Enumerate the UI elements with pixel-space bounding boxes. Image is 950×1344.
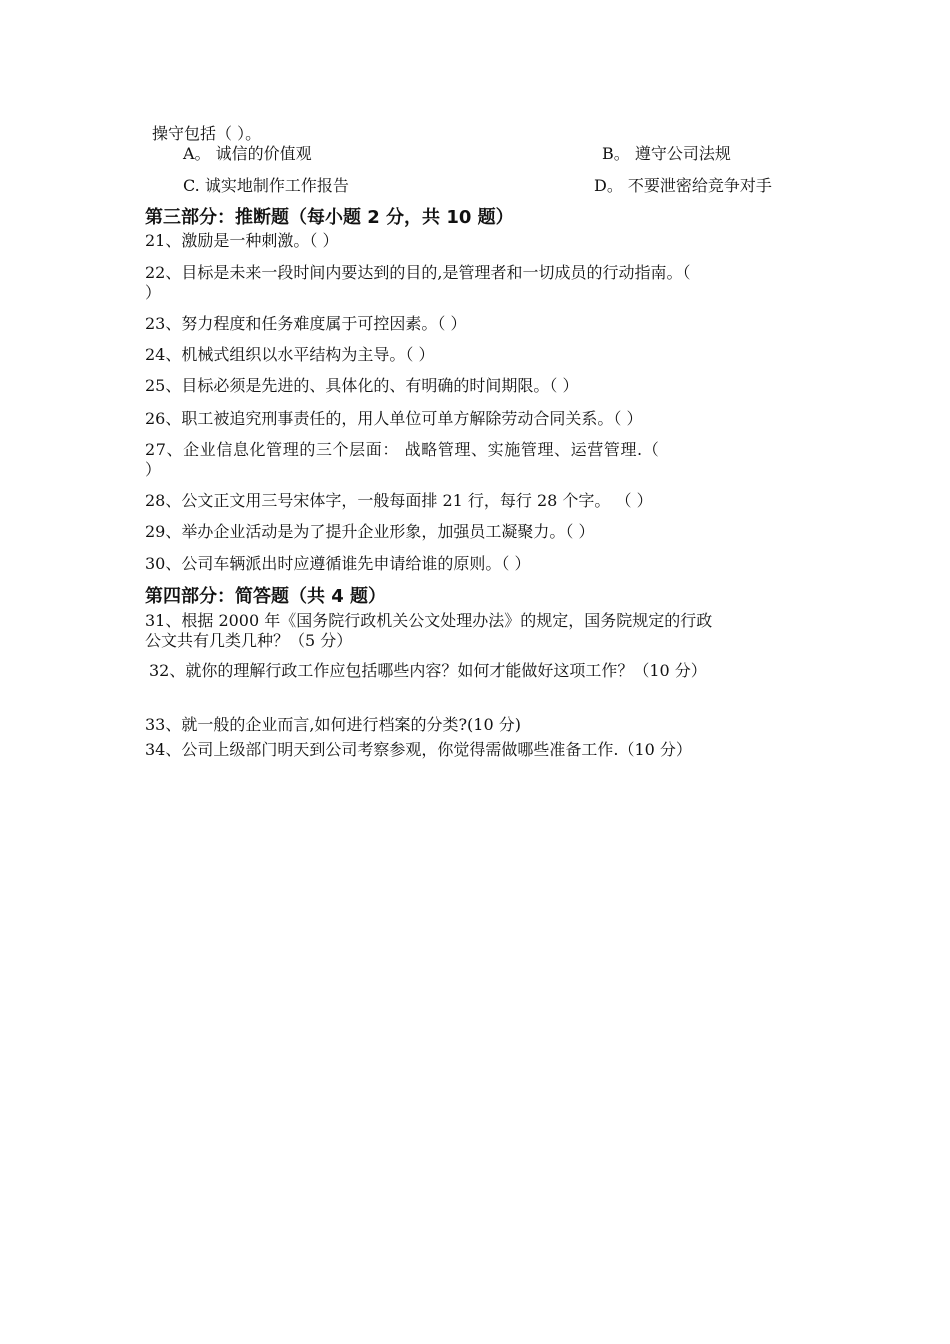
q20-option-a: A。 诚信的价值观: [183, 144, 312, 163]
question-27: 27、企业信息化管理的三个层面： 战略管理、实施管理、运营管理.（: [145, 440, 660, 459]
question-21: 21、激励是一种刺激。（ ）: [145, 231, 339, 250]
question-22-close: ）: [145, 283, 162, 302]
q20-stem-tail: 操守包括（ ）。: [152, 124, 262, 143]
question-29: 29、举办企业活动是为了提升企业形象，加强员工凝聚力。（ ）: [145, 522, 595, 541]
question-32: 32、就你的理解行政工作应包括哪些内容？如何才能做好这项工作？（10 分）: [149, 661, 707, 680]
part4-heading: 第四部分：简答题（共 4 题）: [145, 586, 387, 607]
question-34: 34、公司上级部门明天到公司考察参观，你觉得需做哪些准备工作.（10 分）: [145, 740, 692, 759]
question-30: 30、公司车辆派出时应遵循谁先申请给谁的原则。（ ）: [145, 554, 531, 573]
q20-option-b: B。 遵守公司法规: [602, 144, 731, 163]
question-31-line2: 公文共有几类几种？（5 分）: [145, 631, 353, 650]
q20-option-c: C. 诚实地制作工作报告: [183, 176, 349, 195]
question-31-line1: 31、根据 2000 年《国务院行政机关公文处理办法》的规定，国务院规定的行政: [145, 611, 713, 630]
q20-option-d: D。 不要泄密给竞争对手: [594, 176, 772, 195]
question-24: 24、机械式组织以水平结构为主导。（ ）: [145, 345, 435, 364]
question-28: 28、公文正文用三号宋体字，一般每面排 21 行，每行 28 个字。 （ ）: [145, 491, 653, 510]
part3-heading: 第三部分：推断题（每小题 2 分，共 10 题）: [145, 207, 514, 228]
question-27-close: ）: [145, 460, 162, 479]
question-25: 25、目标必须是先进的、具体化的、有明确的时间期限。（ ）: [145, 376, 579, 395]
question-22: [145, 263, 805, 283]
question-23: 23、努力程度和任务难度属于可控因素。（ ）: [145, 314, 467, 333]
question-33: 33、就一般的企业而言,如何进行档案的分类?(10 分): [145, 715, 521, 734]
question-26: 26、职工被追究刑事责任的，用人单位可单方解除劳动合同关系。（ ）: [145, 409, 643, 428]
question-22-text: 22、目标是未来一段时间内要达到的目的,是管理者和一切成员的行动指南。（: [145, 263, 691, 282]
